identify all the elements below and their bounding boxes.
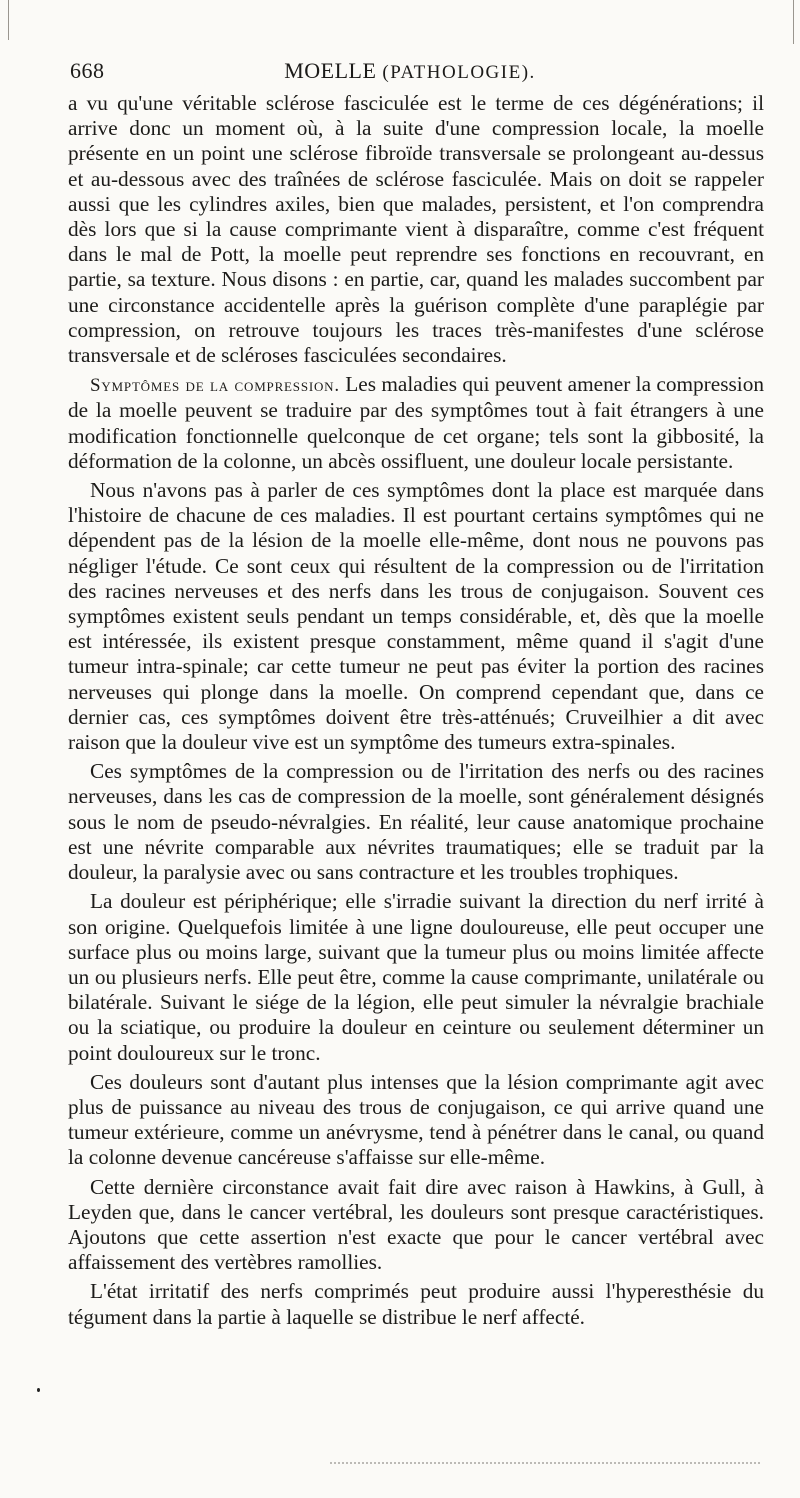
ink-speck bbox=[37, 1388, 40, 1392]
paragraph-1: a vu qu'une véritable sclérose fasciculée est le terme de ces dégénérations; il arrive donc un moment où, à la suite d'une compression locale, la moelle présente en un point une sclérose fibroïde transversale se prolongeant au-dessus et au-dessous avec des traînées de sclérose fasciculée. Mais on doit se rappeler aussi que les cylindres axiles, bien que malades, persistent, et l'on comprendra dès lors que si la cause comprimante vient à disparaître, comme c'est fréquent dans le mal de Pott, la moelle peut reprendre ses fonctions en recouvrant, en partie, sa texture. Nous disons : en partie, car, quand les malades succombent par une circonstance accidentelle après la guérison complète d'une paraplégie par compression, on retrouve toujours les traces très-manifestes d'une sclérose transversale et de scléroses fasciculées secondaires. bbox=[68, 91, 764, 368]
paragraph-4: Ces symptômes de la compression ou de l'irritation des nerfs ou des racines nerveuses, dans les cas de compression de la moelle, sont généralement désignés sous le nom de pseudo-névralgies. En réalité, leur cause anatomique prochaine est une névrite comparable aux névrites traumatiques; elle se traduit par la douleur, la paralysie avec ou sans contracture et les troubles trophiques. bbox=[68, 759, 764, 885]
paragraph-3: Nous n'avons pas à parler de ces symptômes dont la place est marquée dans l'histoire de chacune de ces maladies. Il est pourtant certains symptômes qui ne dépendent pas de la lésion de la moelle elle-même, dont nous ne pouvons pas négliger l'étude. Ce sont ceux qui résultent de la compression ou de l'irritation des racines nerveuses et des nerfs dans les trous de conjugaison. Souvent ces symptômes existent seuls pendant un temps considérable, et, dès que la moelle est intéressée, ils existent presque constamment, même quand il s'agit d'une tumeur intra-spinale; car cette tumeur ne peut pas éviter la portion des racines nerveuses qui plonge dans la moelle. On comprend cependant que, dans ce dernier cas, ces symptômes doivent être très-atténués; Cruveilhier a dit avec raison que la douleur vive est un symptôme des tumeurs extra-spinales. bbox=[68, 478, 764, 755]
running-title bbox=[70, 58, 750, 84]
paragraph-2-text: Les maladies qui peuvent amener la compression de la moelle peuvent se traduire par des symptômes tout à fait étrangers à une modification fonctionnelle quelconque de cet organe; tels sont la gibbosité, la déformation de la colonne, un abcès ossifluent, une douleur locale persistante. bbox=[68, 372, 765, 473]
paragraph-8: L'état irritatif des nerfs comprimés peut produire aussi l'hyperesthésie du tégument dans la partie à laquelle se distribue le nerf affecté. bbox=[68, 1279, 764, 1329]
paragraph-6: Ces douleurs sont d'autant plus intenses que la lésion comprimante agit avec plus de puissance au niveau des trous de conjugaison, ce qui arrive quand une tumeur extérieure, comme un anévrysme, tend à pénétrer dans le canal, ou quand la colonne devenue cancéreuse s'affaisse sur elle-même. bbox=[68, 1069, 764, 1170]
left-edge-mark bbox=[8, 0, 9, 40]
running-header bbox=[70, 58, 750, 88]
page-number: 668 bbox=[70, 58, 105, 83]
paragraph-5: La douleur est périphérique; elle s'irradie suivant la direction du nerf irrité à son origine. Quelquefois limitée à une ligne douloureuse, elle peut occuper une surface plus ou moins large, suivant que la tumeur plus ou moins limitée affecte un ou plusieurs nerfs. Elle peut être, comme la cause comprimante, unilatérale ou bilatérale. Suivant le siége de la légion, elle peut simuler la névralgie brachiale ou la sciatique, ou produire la douleur en ceinture ou seulement déterminer un point douloureux sur le tronc. bbox=[68, 889, 764, 1065]
section-heading: Symptômes de la compression. bbox=[90, 375, 340, 397]
paragraph-2 bbox=[68, 372, 764, 474]
page-footer-rule bbox=[330, 1462, 760, 1464]
running-title-main: MOELLE bbox=[284, 58, 377, 83]
body-text bbox=[68, 91, 764, 1334]
right-edge-mark bbox=[793, 0, 794, 44]
paragraph-7: Cette dernière circonstance avait fait dire avec raison à Hawkins, à Gull, à Leyden que, dans le cancer vertébral, les douleurs sont presque caractéristiques. Ajoutons que cette assertion n'est exacte que pour le cancer vertébral avec affaissement des vertèbres ramollies. bbox=[68, 1174, 764, 1275]
running-title-sub: (PATHOLOGIE). bbox=[382, 62, 536, 83]
